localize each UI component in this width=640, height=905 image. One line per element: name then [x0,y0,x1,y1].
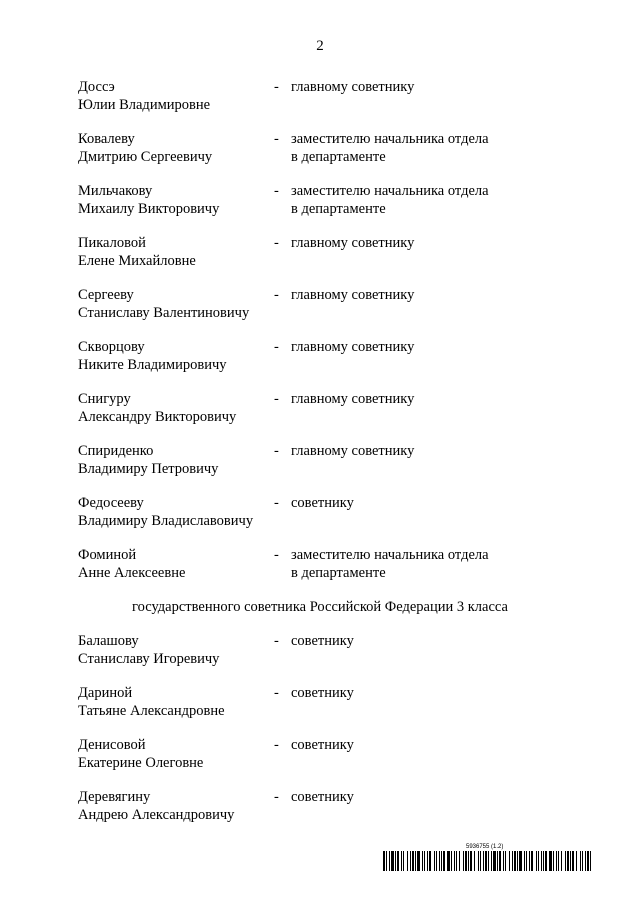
entry-dash: - [274,443,279,459]
entry-dash: - [274,131,279,147]
employee-surname: Спириденко [78,443,154,459]
employee-given-name: Екатерине Олеговне [78,755,204,771]
position-line: советнику [291,737,354,753]
employee-given-name: Юлии Владимировне [78,97,211,113]
employee-surname: Пикаловой [78,235,146,251]
position-line: в департаменте [291,149,386,165]
employee-surname: Ковалеву [78,131,135,147]
employee-given-name: Владимиру Петровичу [78,461,219,477]
position-line: главному советнику [291,287,415,303]
employee-surname: Доссэ [78,79,115,95]
employee-given-name: Александру Викторовичу [78,409,237,425]
position-line: главному советнику [291,443,415,459]
employee-surname: Денисовой [78,737,146,753]
employee-given-name: Станиславу Валентиновичу [78,305,250,321]
position-line: главному советнику [291,235,415,251]
entry-dash: - [274,789,279,805]
page-number: 2 [316,38,324,54]
entry-dash: - [274,79,279,95]
position-line: главному советнику [291,391,415,407]
employee-surname: Деревягину [78,789,151,805]
entry-dash: - [274,633,279,649]
employee-surname: Фоминой [78,547,137,563]
barcode [383,851,591,871]
entry-dash: - [274,737,279,753]
position-line: советнику [291,685,354,701]
entry-dash: - [274,183,279,199]
position-line: главному советнику [291,339,415,355]
employee-surname: Федосееву [78,495,144,511]
entry-dash: - [274,339,279,355]
position-line: в департаменте [291,201,386,217]
entry-dash: - [274,547,279,563]
employee-surname: Балашову [78,633,139,649]
position-line: заместителю начальника отдела [291,131,489,147]
employee-given-name: Станиславу Игоревичу [78,651,220,667]
barcode-caption: 5936755 (1.2) [466,844,504,850]
employee-given-name: Дмитрию Сергеевичу [78,149,213,165]
employee-surname: Дариной [78,685,133,701]
position-line: заместителю начальника отдела [291,183,489,199]
position-line: советнику [291,633,354,649]
position-line: советнику [291,789,354,805]
employee-given-name: Анне Алексеевне [78,565,186,581]
entry-dash: - [274,685,279,701]
employee-given-name: Андрею Александровичу [78,807,235,823]
entry-dash: - [274,287,279,303]
position-line: советнику [291,495,354,511]
position-line: в департаменте [291,565,386,581]
employee-surname: Снигуру [78,391,131,407]
employee-surname: Мильчакову [78,183,153,199]
employee-given-name: Владимиру Владиславовичу [78,513,254,529]
employee-given-name: Никите Владимировичу [78,357,227,373]
entry-dash: - [274,235,279,251]
entry-dash: - [274,495,279,511]
position-line: заместителю начальника отдела [291,547,489,563]
employee-given-name: Михаилу Викторовичу [78,201,220,217]
position-line: главному советнику [291,79,415,95]
entry-dash: - [274,391,279,407]
employee-surname: Сергееву [78,287,134,303]
employee-surname: Скворцову [78,339,145,355]
section-heading: государственного советника Российской Федерации 3 класса [132,599,508,615]
employee-given-name: Елене Михайловне [78,253,196,269]
employee-given-name: Татьяне Александровне [78,703,225,719]
